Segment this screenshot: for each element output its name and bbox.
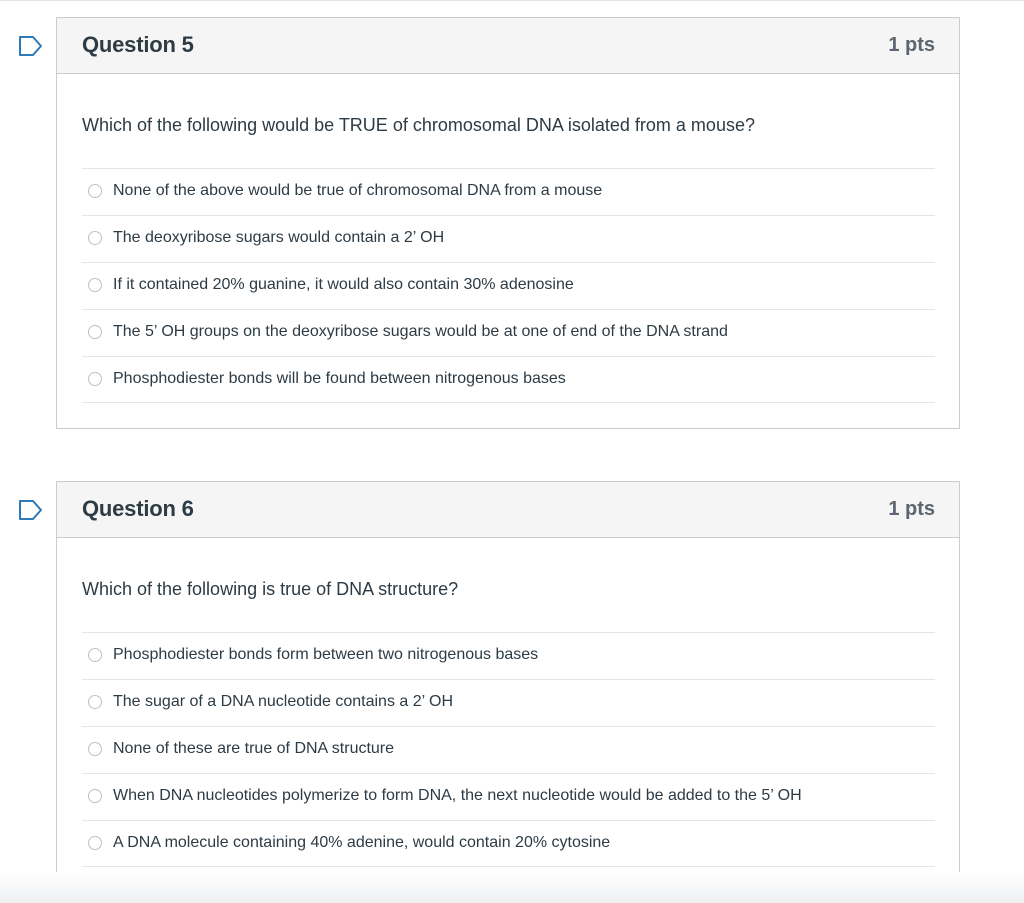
radio-button-icon[interactable]: [88, 742, 102, 756]
answer-option[interactable]: [82, 215, 935, 262]
answer-option[interactable]: [82, 820, 935, 867]
question-prompt: Which of the following would be TRUE of chromosomal DNA isolated from a mouse?: [82, 115, 755, 135]
answer-option[interactable]: [82, 632, 935, 679]
answer-label: The sugar of a DNA nucleotide contains a 2’ OH: [113, 693, 454, 710]
answer-option[interactable]: [82, 773, 935, 820]
radio-button-icon[interactable]: [88, 372, 102, 386]
question-body: [57, 538, 959, 867]
answer-label: The 5’ OH groups on the deoxyribose sugars would be at one of end of the DNA strand: [113, 323, 728, 340]
answer-label: None of these are true of DNA structure: [113, 740, 395, 757]
answer-label: Phosphodiester bonds will be found between nitrogenous bases: [113, 370, 566, 387]
question-title: Question 6: [82, 496, 194, 521]
answer-option[interactable]: [82, 356, 935, 403]
answer-label: If it contained 20% guanine, it would also contain 30% adenosine: [113, 276, 574, 293]
answer-label: The deoxyribose sugars would contain a 2’ OH: [113, 229, 445, 246]
question-body: [57, 74, 959, 403]
question-title: Question 5: [82, 32, 194, 57]
answer-option[interactable]: [82, 726, 935, 773]
question-points: 1 pts: [888, 498, 935, 520]
answer-label: When DNA nucleotides polymerize to form DNA, the next nucleotide would be added to the 5’ OH: [113, 787, 802, 804]
answer-option[interactable]: [82, 679, 935, 726]
radio-button-icon[interactable]: [88, 184, 102, 198]
answer-option[interactable]: [82, 168, 935, 215]
answer-option[interactable]: [82, 309, 935, 356]
radio-button-icon[interactable]: [88, 648, 102, 662]
radio-button-icon[interactable]: [88, 278, 102, 292]
answer-label: None of the above would be true of chromosomal DNA from a mouse: [113, 182, 603, 199]
flag-question-icon[interactable]: [18, 35, 44, 57]
question-points: 1 pts: [888, 34, 935, 56]
question-card: [56, 481, 960, 893]
radio-button-icon[interactable]: [88, 789, 102, 803]
answer-label: Phosphodiester bonds form between two nitrogenous bases: [113, 646, 539, 663]
answer-list: [82, 632, 935, 867]
bottom-fade: [0, 872, 1024, 903]
radio-button-icon[interactable]: [88, 231, 102, 245]
flag-question-icon[interactable]: [18, 499, 44, 521]
answer-label: A DNA molecule containing 40% adenine, would contain 20% cytosine: [113, 834, 611, 851]
question-prompt: Which of the following is true of DNA structure?: [82, 579, 459, 599]
top-divider: [0, 0, 1024, 1]
question-header: [57, 482, 959, 538]
radio-button-icon[interactable]: [88, 836, 102, 850]
question-header: [57, 18, 959, 74]
answer-list: [82, 168, 935, 403]
radio-button-icon[interactable]: [88, 695, 102, 709]
question-card: [56, 17, 960, 429]
answer-option[interactable]: [82, 262, 935, 309]
radio-button-icon[interactable]: [88, 325, 102, 339]
